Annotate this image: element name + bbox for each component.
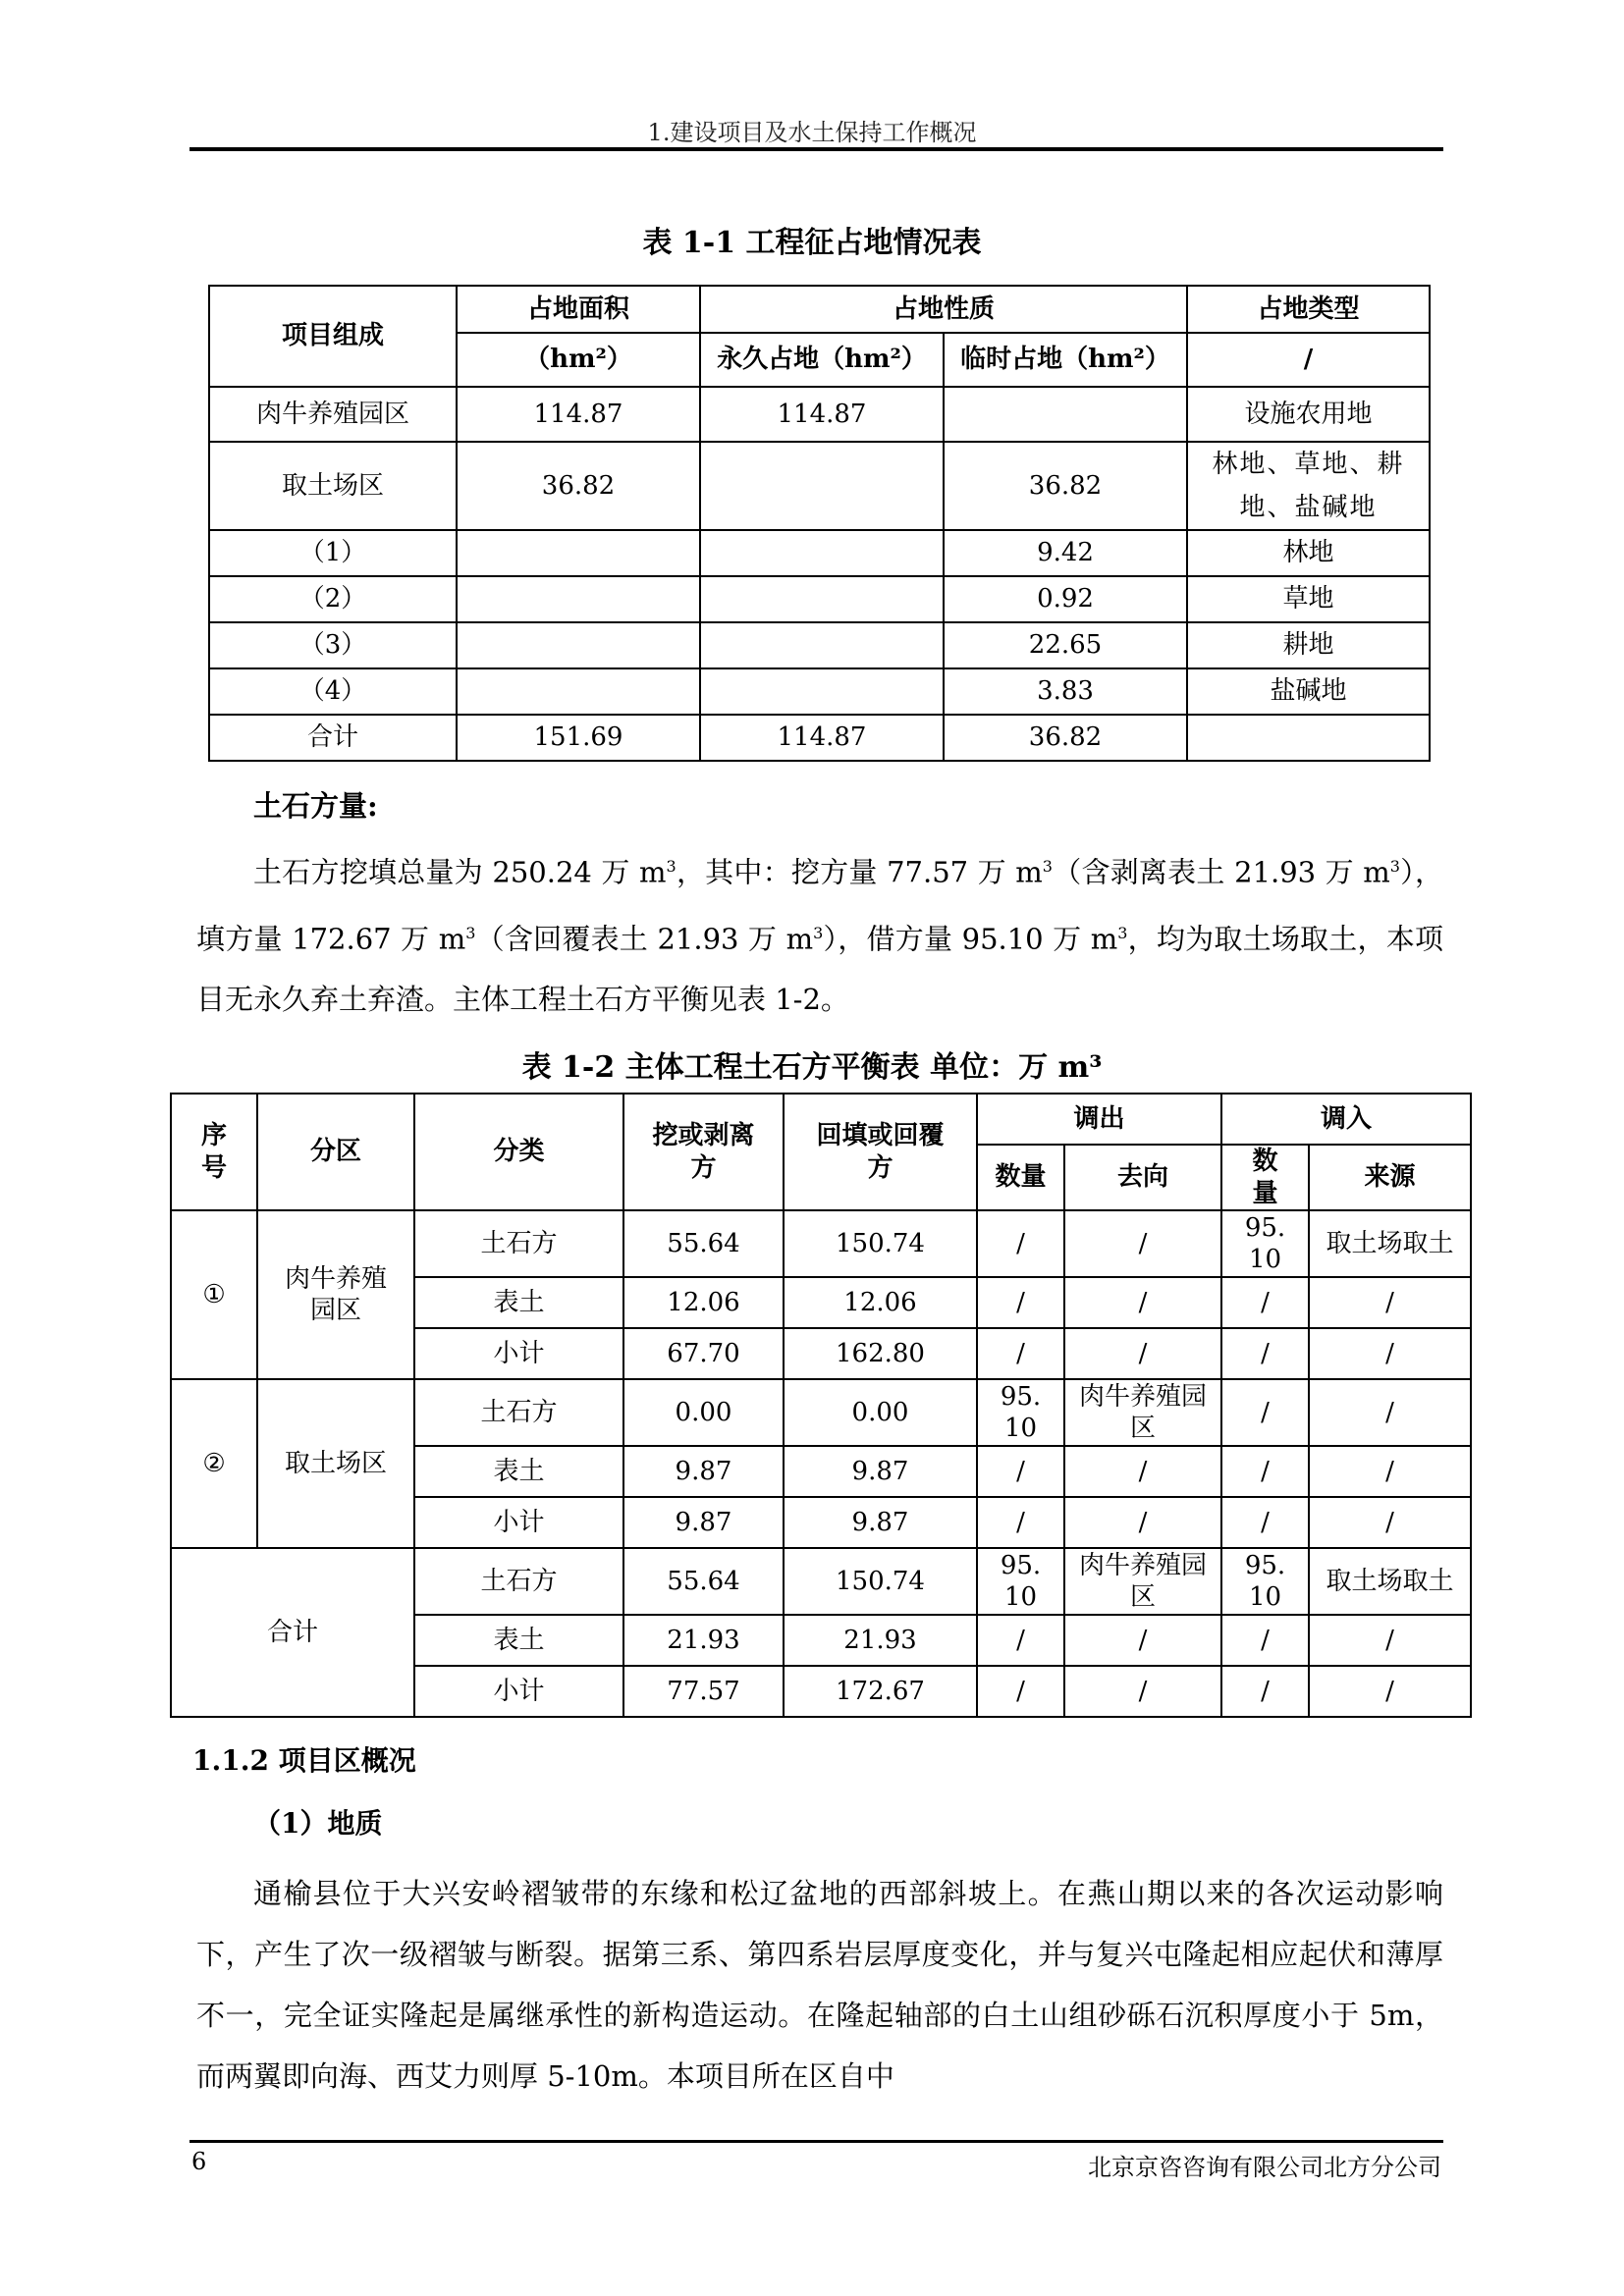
cell: / — [1309, 1497, 1471, 1548]
cell: 67.70 — [623, 1328, 784, 1379]
table-row — [209, 715, 1430, 761]
cell: / — [977, 1210, 1064, 1277]
cell: / — [1309, 1277, 1471, 1328]
cell: 151.69 — [457, 715, 700, 761]
cell: / — [977, 1615, 1064, 1666]
cell: 21.93 — [784, 1615, 977, 1666]
cell: / — [1221, 1328, 1309, 1379]
cell: / — [1309, 1615, 1471, 1666]
cell: 0.00 — [784, 1379, 977, 1446]
cell: 土石方 — [414, 1379, 623, 1446]
table-row — [209, 530, 1430, 576]
cell — [457, 530, 700, 576]
cell: 77.57 — [623, 1666, 784, 1717]
cell: / — [1309, 1446, 1471, 1497]
th-zone: 分区 — [257, 1094, 414, 1210]
cell: 取土场取土 — [1309, 1210, 1471, 1277]
cell: 小计 — [414, 1497, 623, 1548]
th-out: 调出 — [977, 1094, 1221, 1145]
cell: 114.87 — [700, 387, 944, 442]
cell: / — [1064, 1277, 1221, 1328]
cell: / — [1064, 1446, 1221, 1497]
table-row — [209, 622, 1430, 668]
cell: 取土场区 — [209, 442, 457, 530]
sup: 3 — [666, 857, 677, 876]
cell: / — [977, 1328, 1064, 1379]
table-row — [171, 1548, 1471, 1615]
cell: 36.82 — [944, 442, 1187, 530]
cell: / — [1064, 1615, 1221, 1666]
th-area-unit: （hm²） — [457, 333, 700, 387]
cell — [457, 622, 700, 668]
cell: 取土场取土 — [1309, 1548, 1471, 1615]
cell: / — [1309, 1379, 1471, 1446]
zone-cell: 肉牛养殖园区 — [257, 1210, 414, 1379]
cell: 设施农用地 — [1187, 387, 1430, 442]
th-type-unit: / — [1187, 333, 1430, 387]
cell: / — [977, 1446, 1064, 1497]
seq-cell: ① — [171, 1210, 257, 1379]
cell: 9.42 — [944, 530, 1187, 576]
cell: 55.64 — [623, 1210, 784, 1277]
earthwork-balance-table — [170, 1093, 1472, 1718]
land-occupation-table — [208, 285, 1431, 762]
earthwork-paragraph — [196, 836, 1443, 1030]
sup: 3 — [1389, 857, 1400, 876]
cell — [700, 576, 944, 622]
earthwork-section — [196, 775, 1443, 1030]
cell: / — [977, 1497, 1064, 1548]
cell: / — [1309, 1328, 1471, 1379]
cell: / — [1221, 1379, 1309, 1446]
cell: 盐碱地 — [1187, 668, 1430, 715]
cell: 12.06 — [623, 1277, 784, 1328]
th-out-qty: 数量 — [977, 1145, 1064, 1210]
table-row — [209, 442, 1430, 530]
text: ），借方量 95.10 万 m — [823, 922, 1118, 956]
geology-paragraph: 通榆县位于大兴安岭褶皱带的东缘和松辽盆地的西部斜坡上。在燕山期以来的各次运动影响下，产生了次一级褶皱与断裂。据第三系、第四系岩层厚度变化，并与复兴屯隆起相应起伏和薄厚不一，完全证实隆起是属继承性的新构造运动。在隆起轴部的白土山组砂砾石沉积厚度小于 5m，而两翼即向海、西艾力则厚 5-10m。本项目所在区自中 — [196, 1877, 1443, 2093]
seq-cell: ② — [171, 1379, 257, 1548]
cell: 22.65 — [944, 622, 1187, 668]
running-header: 1.建设项目及水土保持工作概况 — [647, 119, 977, 146]
th-in: 调入 — [1221, 1094, 1471, 1145]
cell: / — [1064, 1497, 1221, 1548]
cell: 林地 — [1187, 530, 1430, 576]
cell: （3） — [209, 622, 457, 668]
text: ，均为取土场取土，本项目无永久弃土弃渣。主体工程土石方平衡见表 1-2。 — [196, 922, 1443, 1017]
footer-company: 北京京咨咨询有限公司北方分公司 — [1088, 2154, 1441, 2181]
zone-cell: 取土场区 — [257, 1379, 414, 1548]
cell: / — [1064, 1210, 1221, 1277]
section-heading: 1.1.2 项目区概况 — [192, 1744, 416, 1777]
cell — [700, 442, 944, 530]
cell: 150.74 — [784, 1548, 977, 1615]
cell: 林地、草地、耕地、盐碱地 — [1187, 442, 1430, 530]
th-component: 项目组成 — [209, 286, 457, 387]
cell: 36.82 — [944, 715, 1187, 761]
th-category: 分类 — [414, 1094, 623, 1210]
cell: / — [1221, 1666, 1309, 1717]
cell: 9.87 — [623, 1446, 784, 1497]
cell: / — [1221, 1615, 1309, 1666]
cell: 95.10 — [977, 1548, 1064, 1615]
cell: 表土 — [414, 1615, 623, 1666]
cell — [700, 530, 944, 576]
cell: / — [977, 1666, 1064, 1717]
cell: / — [1221, 1277, 1309, 1328]
cell — [457, 576, 700, 622]
cell: 肉牛养殖园区 — [1064, 1548, 1221, 1615]
cell: / — [1309, 1666, 1471, 1717]
subsection-heading: （1）地质 — [253, 1807, 383, 1840]
text: ），填方量 172.67 万 m — [196, 855, 1443, 956]
table-row — [171, 1210, 1471, 1277]
text: 土石方挖填总量为 250.24 万 m — [253, 855, 667, 889]
cell — [1187, 715, 1430, 761]
table-row — [171, 1379, 1471, 1446]
th-temporary: 临时占地（hm²） — [944, 333, 1187, 387]
total-label-cell: 合计 — [171, 1548, 414, 1717]
cell: / — [1064, 1328, 1221, 1379]
table-row — [209, 668, 1430, 715]
cell: （2） — [209, 576, 457, 622]
cell: 0.92 — [944, 576, 1187, 622]
th-out-dest: 去向 — [1064, 1145, 1221, 1210]
sup: 3 — [465, 923, 476, 942]
th-fill: 回填或回覆方 — [784, 1094, 977, 1210]
cell: 12.06 — [784, 1277, 977, 1328]
cell: / — [1064, 1666, 1221, 1717]
table-row — [209, 387, 1430, 442]
cell: 表土 — [414, 1446, 623, 1497]
cell — [700, 668, 944, 715]
cell: （1） — [209, 530, 457, 576]
th-seq: 序号 — [171, 1094, 257, 1210]
cell: 55.64 — [623, 1548, 784, 1615]
cell: 土石方 — [414, 1548, 623, 1615]
cell: 0.00 — [623, 1379, 784, 1446]
cell: 小计 — [414, 1328, 623, 1379]
cell — [700, 622, 944, 668]
th-type: 占地类型 — [1187, 286, 1430, 333]
th-in-qty: 数量 — [1221, 1145, 1309, 1210]
th-in-src: 来源 — [1309, 1145, 1471, 1210]
cell: 草地 — [1187, 576, 1430, 622]
cell: 土石方 — [414, 1210, 623, 1277]
th-permanent: 永久占地（hm²） — [700, 333, 944, 387]
text: ，其中：挖方量 77.57 万 m — [676, 855, 1043, 889]
cell: / — [977, 1277, 1064, 1328]
cell: 150.74 — [784, 1210, 977, 1277]
cell: 95.10 — [1221, 1548, 1309, 1615]
text: （含回覆表土 21.93 万 m — [475, 922, 814, 956]
cell: 9.87 — [784, 1497, 977, 1548]
sup: 3 — [1117, 923, 1128, 942]
cell: 95.10 — [1221, 1210, 1309, 1277]
cell: 114.87 — [700, 715, 944, 761]
cell: 95.10 — [977, 1379, 1064, 1446]
cell: 肉牛养殖园区 — [209, 387, 457, 442]
th-excavation: 挖或剥离方 — [623, 1094, 784, 1210]
table2-caption: 表 1-2 主体工程土石方平衡表 单位：万 m³ — [521, 1050, 1103, 1085]
cell: 36.82 — [457, 442, 700, 530]
th-nature: 占地性质 — [700, 286, 1187, 333]
cell: 114.87 — [457, 387, 700, 442]
cell: / — [1221, 1446, 1309, 1497]
cell: 172.67 — [784, 1666, 977, 1717]
cell: 合计 — [209, 715, 457, 761]
earthwork-heading: 土石方量: — [253, 789, 378, 823]
table1-caption: 表 1-1 工程征占地情况表 — [642, 226, 982, 260]
th-area: 占地面积 — [457, 286, 700, 333]
sup: 3 — [813, 923, 824, 942]
cell: 小计 — [414, 1666, 623, 1717]
footer-rule — [189, 2140, 1443, 2143]
cell: 耕地 — [1187, 622, 1430, 668]
cell: 3.83 — [944, 668, 1187, 715]
cell: （4） — [209, 668, 457, 715]
cell: 肉牛养殖园区 — [1064, 1379, 1221, 1446]
cell — [457, 668, 700, 715]
cell — [944, 387, 1187, 442]
table-row — [209, 576, 1430, 622]
cell: / — [1221, 1497, 1309, 1548]
sup: 3 — [1042, 857, 1053, 876]
page-number: 6 — [191, 2148, 207, 2175]
cell: 表土 — [414, 1277, 623, 1328]
header-rule — [189, 147, 1443, 151]
text: （含剥离表土 21.93 万 m — [1052, 855, 1390, 889]
cell: 162.80 — [784, 1328, 977, 1379]
cell: 9.87 — [784, 1446, 977, 1497]
cell: 9.87 — [623, 1497, 784, 1548]
cell: 21.93 — [623, 1615, 784, 1666]
